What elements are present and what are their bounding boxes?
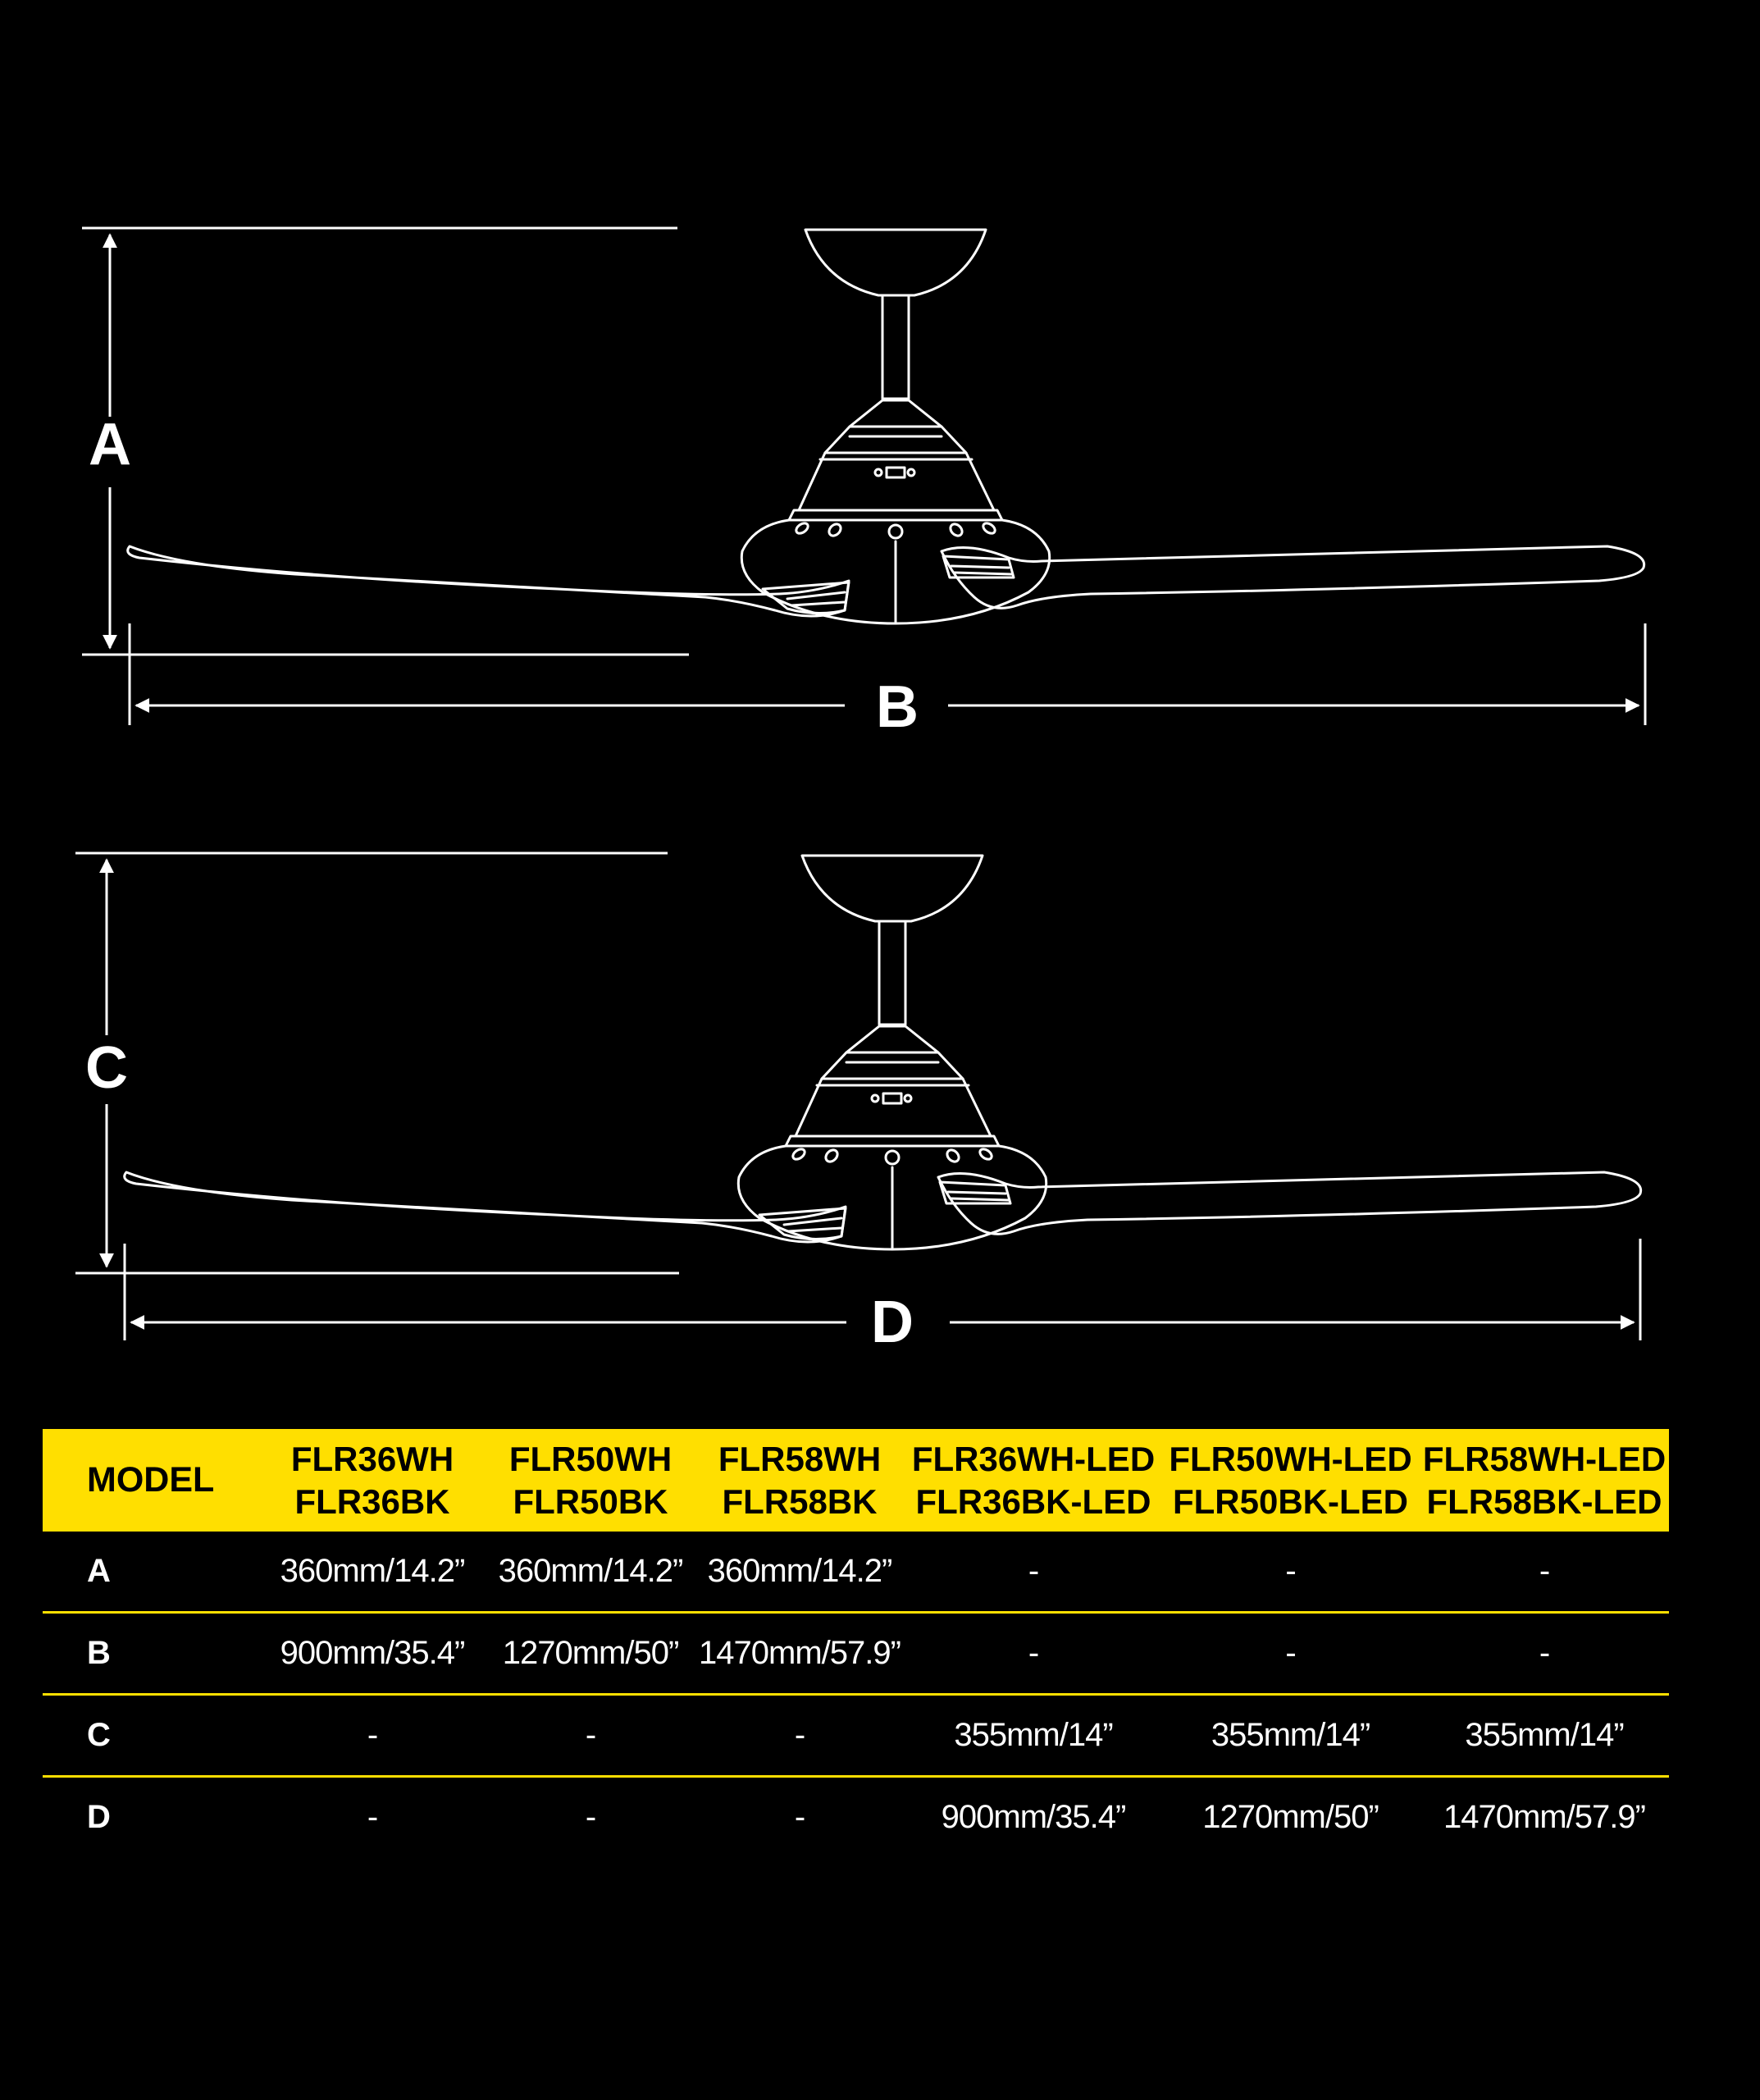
table-cell: 1270mm/50” xyxy=(1202,1799,1379,1835)
table-cell: - xyxy=(905,1613,1161,1695)
table-cell: 355mm/14” xyxy=(1420,1695,1669,1777)
table-cell: - xyxy=(1420,1532,1669,1613)
model-column-header xyxy=(258,1429,487,1532)
model-name: FLR50BK-LED xyxy=(1172,1481,1408,1521)
table-cell: - xyxy=(905,1532,1161,1613)
table-cell: 1470mm/57.9” xyxy=(694,1613,905,1695)
table-row xyxy=(43,1532,1669,1613)
model-name: FLR58WH-LED xyxy=(1422,1440,1667,1479)
row-key: C xyxy=(43,1695,258,1777)
table-cell: - xyxy=(585,1799,596,1835)
table-row xyxy=(43,1613,1669,1695)
table-cell: 360mm/14.2” xyxy=(694,1532,905,1613)
row-key: D xyxy=(87,1799,111,1835)
model-column-header xyxy=(694,1429,905,1532)
table-cell: - xyxy=(1161,1532,1420,1613)
table-cell: 355mm/14” xyxy=(905,1695,1161,1777)
model-name: FLR58BK-LED xyxy=(1426,1481,1662,1521)
model-column-header xyxy=(1420,1429,1669,1532)
dimension-a-label: A xyxy=(89,412,131,477)
table-cell: - xyxy=(258,1695,487,1777)
dimension-b-label: B xyxy=(876,674,919,740)
model-dimension-table xyxy=(43,1429,1669,1857)
model-name: FLR50WH-LED xyxy=(1169,1440,1412,1479)
table-cell: - xyxy=(487,1695,694,1777)
table-row xyxy=(43,1695,1669,1777)
fan-drawing-led xyxy=(125,856,1641,1249)
table-header-row xyxy=(43,1429,1669,1532)
table-cell: 1470mm/57.9” xyxy=(1443,1799,1645,1835)
fan-drawing-standard xyxy=(128,230,1644,623)
model-header: MODEL xyxy=(43,1429,258,1532)
table-cell: 360mm/14.2” xyxy=(487,1532,694,1613)
table-cell: - xyxy=(1420,1613,1669,1695)
model-column-header xyxy=(487,1429,694,1532)
model-column-header xyxy=(1161,1429,1420,1532)
table-cell: 355mm/14” xyxy=(1161,1695,1420,1777)
model-name: FLR36WH-LED xyxy=(911,1440,1156,1479)
row-key: A xyxy=(43,1532,258,1613)
model-name: FLR58BK xyxy=(722,1481,878,1521)
table-row xyxy=(43,1777,1669,1858)
model-name: FLR36BK xyxy=(294,1481,450,1521)
dimension-d-label: D xyxy=(871,1290,914,1355)
model-name: FLR50WH xyxy=(508,1440,673,1479)
table-cell: 1270mm/50” xyxy=(487,1613,694,1695)
model-name: FLR50BK xyxy=(513,1481,668,1521)
table-cell: - xyxy=(1161,1613,1420,1695)
dimension-c-label: C xyxy=(85,1035,128,1101)
table-cell: - xyxy=(794,1799,805,1835)
row-key: B xyxy=(43,1613,258,1695)
table-cell: 900mm/35.4” xyxy=(941,1799,1126,1835)
table-cell: - xyxy=(367,1799,378,1835)
model-name: FLR36WH xyxy=(290,1440,454,1479)
table-cell: 360mm/14.2” xyxy=(258,1532,487,1613)
dimension-c xyxy=(75,853,679,1273)
table-cell: - xyxy=(694,1695,905,1777)
model-name: FLR36BK-LED xyxy=(915,1481,1151,1521)
table-cell: 900mm/35.4” xyxy=(258,1613,487,1695)
model-column-header xyxy=(905,1429,1161,1532)
model-name: FLR58WH xyxy=(718,1440,882,1479)
